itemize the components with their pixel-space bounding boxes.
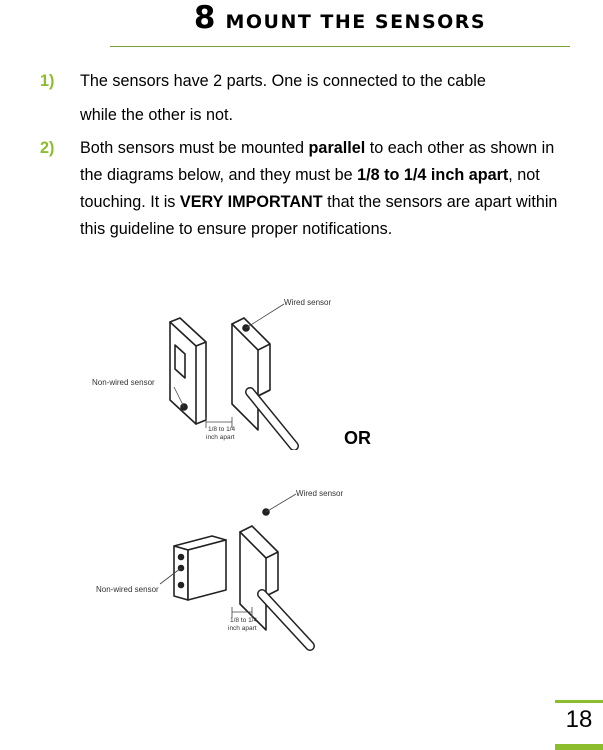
step-number: 1) (40, 72, 55, 90)
step-text (80, 68, 565, 129)
nonwired-sensor-label: Non-wired sensor (92, 378, 155, 387)
gap-label-line2: inch apart (206, 434, 235, 441)
page-number-rule-bottom (555, 744, 603, 750)
nonwired-sensor-label: Non-wired sensor (96, 585, 159, 594)
wired-sensor-label: Wired sensor (284, 298, 332, 307)
or-separator: OR (344, 428, 371, 448)
step-line: The sensors have 2 parts. One is connected to the cable (80, 72, 486, 90)
gap-label: 1/8 to 1/4 (230, 617, 258, 624)
step-number: 2) (40, 139, 55, 157)
page-number: 18 (565, 706, 593, 733)
emphasis-important: VERY IMPORTANT (179, 193, 323, 211)
sensor-diagram-top (80, 290, 360, 450)
text-run: to each other as shown in the diagrams below, and they must be (80, 139, 555, 184)
sensor-diagram-bottom (90, 482, 360, 652)
emphasis-distance: 1/8 to 1/4 inch apart (357, 166, 509, 184)
gap-label: 1/8 to 1/4 (208, 426, 236, 433)
page-number-box (555, 700, 603, 750)
text-run: , not touching. It is (80, 166, 540, 211)
text-run: that the sensors are apart within this guideline to ensure proper notifications. (80, 193, 558, 238)
page-number-rule-top (555, 700, 603, 703)
gap-label-line2: inch apart (228, 625, 257, 632)
wired-sensor-label: Wired sensor (296, 489, 344, 498)
section-header (110, 0, 570, 47)
text-run: Both sensors must be mounted (80, 139, 309, 157)
emphasis-parallel: parallel (308, 139, 366, 157)
step-line: while the other is not. (80, 106, 233, 124)
step-text (80, 135, 565, 243)
section-number: 8 (193, 0, 216, 36)
section-title: MOUNT THE SENSORS (225, 11, 487, 33)
